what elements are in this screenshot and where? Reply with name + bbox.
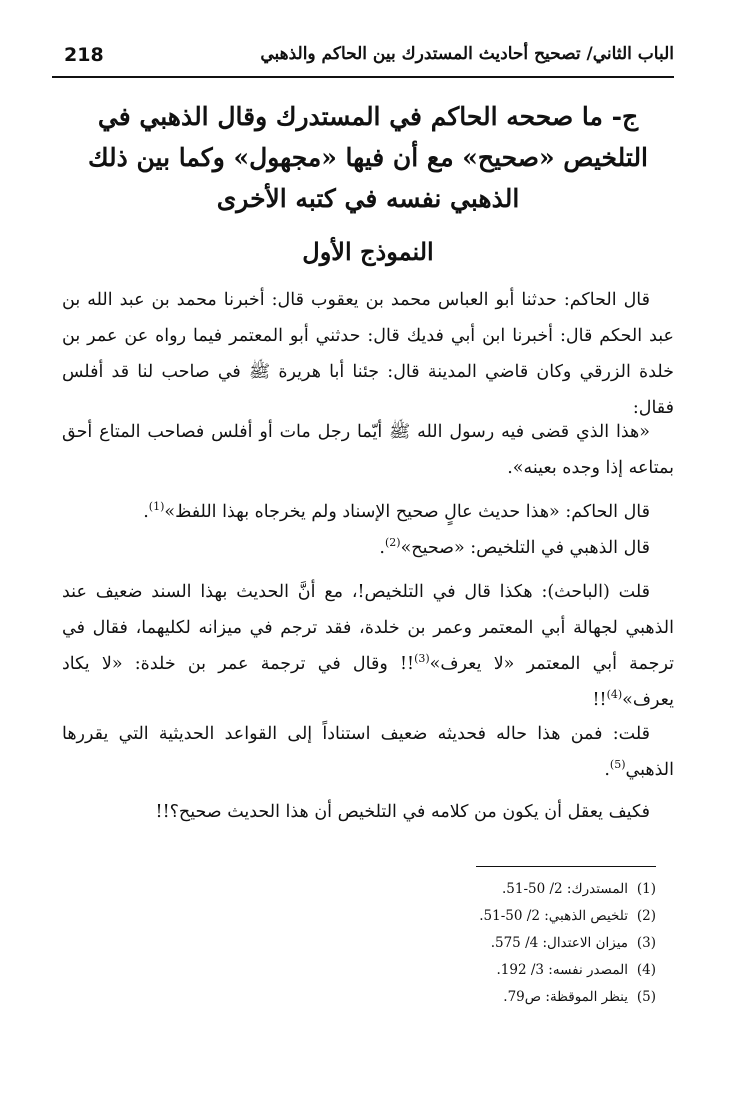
footnote-text: تلخيص الذهبي: 2/ 50-51. (479, 908, 628, 924)
paragraph-isnad-text: قال الحاكم: حدثنا أبو العباس محمد بن يعقوب قال: أخبرنا محمد بن عبد الله بن عبد الحكم قال: أخبرنا ابن أبي فديك قال: حدثني أبو المعتمر فيما رواه عن عمر بن خلدة الزرقي وكان قاضي المدينة قال: جئنا أبا هريرة ﷺ في صاحب لنا قد أفلس فقال: (62, 290, 674, 418)
footnote-item (350, 876, 656, 903)
hakim-ruling-text: قال الحاكم: «هذا حديث عالٍ صحيح الإسناد ولم يخرجاه بهذا اللفظ» (164, 502, 650, 522)
paragraph-dhahabi-ruling (62, 530, 674, 566)
footnote-ref-2[interactable]: (2) (384, 536, 401, 550)
model-heading: النموذج الأول (302, 237, 434, 266)
conclusion-text: قلت: فمن هذا حاله فحديثه ضعيف استناداً إلى القواعد الحديثية التي يقررها الذهبي (62, 724, 674, 780)
question-text: فكيف يعقل أن يكون من كلامه في التلخيص أن هذا الحديث صحيح؟!! (155, 802, 650, 822)
hakim-ruling-end: . (143, 502, 149, 522)
paragraph-hadith-text: «هذا الذي قضى فيه رسول الله ﷺ أيّما رجل مات أو أفلس فصاحب المتاع أحق بمتاعه إذا وجده بعينه». (62, 422, 674, 478)
footnote-number: (4) (636, 962, 656, 978)
paragraph-isnad (62, 282, 674, 426)
paragraph-hakim-ruling (62, 494, 674, 530)
footnote-ref-1[interactable]: (1) (148, 500, 165, 514)
paragraph-conclusion (62, 716, 674, 788)
running-title: الباب الثاني/ تصحيح أحاديث المستدرك بين الحاكم والذهبي (260, 44, 674, 64)
paragraph-researcher-comment (62, 574, 674, 718)
footnote-text: المصدر نفسه: 3/ 192. (496, 962, 628, 978)
paragraph-hadith (62, 414, 674, 486)
footnote-text: المستدرك: 2/ 50-51. (501, 881, 628, 897)
footnote-number: (2) (636, 908, 656, 924)
footnote-ref-4[interactable]: (4) (606, 688, 623, 702)
researcher-comment-part-b: !! وقال في ترجمة عمر بن خلدة: «لا يكاد يعرف» (62, 654, 674, 710)
footnote-item (350, 957, 656, 984)
researcher-comment-end: !! (592, 690, 607, 710)
header-rule (52, 76, 674, 78)
footnote-item (350, 984, 656, 1011)
footnote-number: (1) (636, 881, 656, 897)
footnote-item (350, 903, 656, 930)
footnote-number: (5) (636, 989, 656, 1005)
footnote-item (350, 930, 656, 957)
running-header (52, 38, 674, 84)
dhahabi-ruling-text: قال الذهبي في التلخيص: «صحيح» (400, 538, 650, 558)
conclusion-end: . (604, 760, 610, 780)
footnote-rule (476, 866, 656, 867)
footnote-text: ينظر الموقظة: ص79. (503, 989, 628, 1005)
section-heading: ج- ما صححه الحاكم في المستدرك وقال الذهبي في التلخيص «صحيح» مع أن فيها «مجهول» وكما بين ذلك الذهبي نفسه في كتبه الأخرى (87, 102, 649, 213)
footnote-text: ميزان الاعتدال: 4/ 575. (490, 935, 628, 951)
researcher-comment-part-a: قلت (الباحث): هكذا قال في التلخيص!، مع أنَّ الحديث بهذا السند ضعيف عند الذهبي لجهالة أبي المعتمر وعمر بن خلدة، فقد ترجم في ميزانه لكليهما، فقال في ترجمة أبي المعتمر «لا يعرف» (62, 582, 674, 674)
page-number: 218 (64, 44, 104, 66)
footnote-ref-3[interactable]: (3) (414, 652, 430, 666)
dhahabi-ruling-end: . (379, 538, 385, 558)
footnote-number: (3) (636, 935, 656, 951)
footnote-ref-5[interactable]: (5) (609, 758, 626, 772)
footnotes-list (350, 876, 656, 1011)
paragraph-question (62, 794, 674, 830)
